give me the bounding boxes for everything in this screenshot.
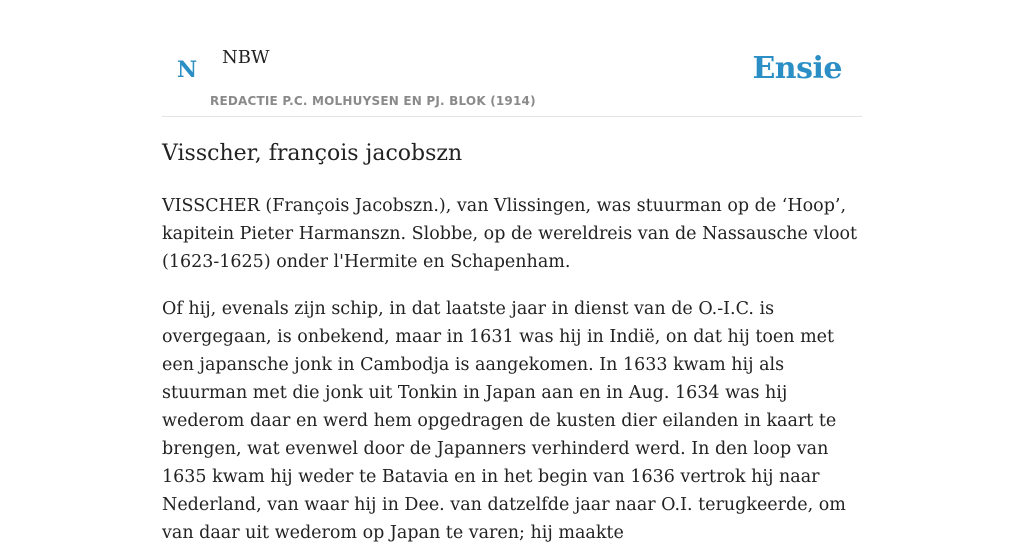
brand-logo-link[interactable]: Ensie [752,51,842,86]
source-subtitle: REDACTIE P.C. MOLHUYSEN EN PJ. BLOK (1914) [210,94,536,108]
source-header [162,0,862,117]
article-paragraph: Of hij, evenals zijn schip, in dat laatste jaar in dienst van de O.-I.C. is overgegaan, is onbekend, maar in 1631 was hij in Indië, on dat hij toen met een japansche jonk in Cambodja is aangekomen. In 1633 kwam hij als stuurman met die jonk uit Tonkin in Japan aan en in Aug. 1634 was hij wederom daar en werd hem opgedragen de kusten dier eilanden in kaart te brengen, wat evenwel door de Japanners verhinderd werd. In den loop van 1635 kwam hij weder te Batavia en in het begin van 1636 vertrok hij naar Nederland, van waar hij in Dee. van datzelfde jaar naar O.I. terugkeerde, om van daar uit wederom op Japan te varen; hij maakte [162,299,846,543]
article [162,136,862,547]
article-title: Visscher, françois jacobszn [162,141,463,166]
article-paragraph: VISSCHER (François Jacobszn.), van Vlissingen, was stuurman op de ‘Hoop’, kapitein Pieter Harmanszn. Slobbe, op de wereldreis van de Nassausche vloot (1623-1625) onder l'Hermite en Schapenham. [162,196,858,272]
source-name-link[interactable]: NBW [222,47,270,68]
source-logo[interactable]: N [177,57,198,83]
